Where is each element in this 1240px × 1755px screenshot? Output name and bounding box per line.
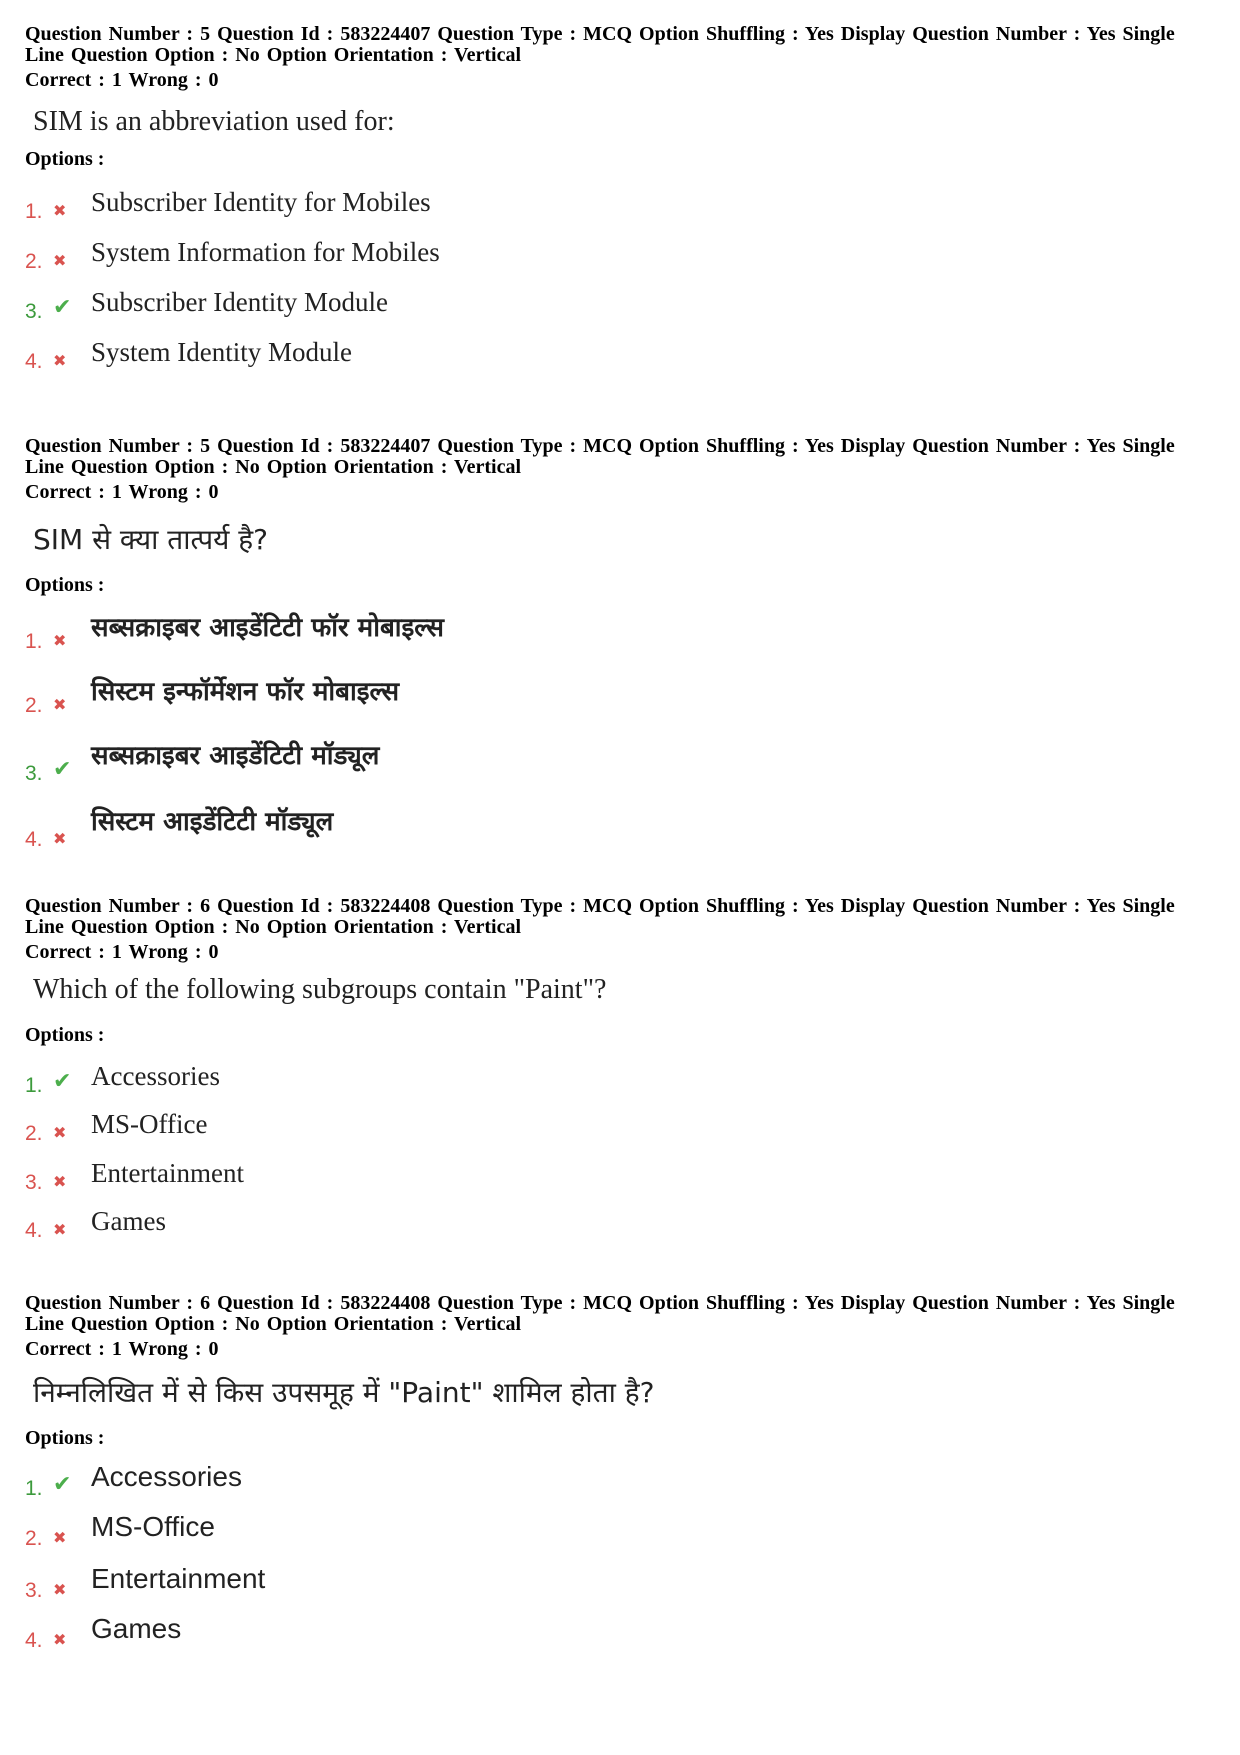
options-label: Options :	[25, 1427, 105, 1449]
option-2	[25, 1106, 925, 1146]
wrong-icon: ✖	[53, 351, 67, 370]
option-2	[25, 678, 925, 718]
option-number: 3.	[25, 300, 43, 323]
options-label: Options :	[25, 1024, 105, 1046]
option-4	[25, 807, 925, 852]
wrong-icon: ✖	[53, 1630, 67, 1649]
question-block-3	[25, 895, 1220, 1242]
option-1	[25, 1058, 925, 1098]
wrong-icon: ✖	[53, 1528, 67, 1547]
wrong-icon: ✖	[53, 1172, 67, 1191]
check-icon: ✔	[53, 1472, 72, 1497]
option-number: 4.	[25, 828, 43, 851]
question-meta-line-2: Line Question Option : No Option Orientation : Vertical	[25, 44, 522, 66]
question-text: SIM से क्या तात्पर्य है?	[33, 523, 268, 556]
question-meta-line-2: Line Question Option : No Option Orientation : Vertical	[25, 1313, 522, 1335]
option-4	[25, 1203, 925, 1243]
option-text: Accessories	[91, 1061, 220, 1091]
option-number: 2.	[25, 1122, 43, 1145]
question-meta-line-1: Question Number : 5 Question Id : 583224407 Question Type : MCQ Option Shuffling : Yes Display Question Number : Yes Single	[25, 23, 1175, 45]
question-marks: Correct : 1 Wrong : 0	[25, 1338, 219, 1360]
option-number: 3.	[25, 762, 43, 785]
option-number: 3.	[25, 1171, 43, 1194]
option-number: 1.	[25, 200, 43, 223]
wrong-icon: ✖	[53, 201, 67, 220]
wrong-icon: ✖	[53, 695, 67, 714]
options-label: Options :	[25, 148, 105, 170]
check-icon: ✔	[53, 757, 72, 782]
option-3	[25, 284, 925, 324]
option-number: 1.	[25, 630, 43, 653]
question-meta-line-2: Line Question Option : No Option Orientation : Vertical	[25, 456, 522, 478]
question-marks: Correct : 1 Wrong : 0	[25, 481, 219, 503]
option-number: 4.	[25, 350, 43, 373]
option-text: Entertainment	[91, 1158, 244, 1188]
option-text: MS-Office	[91, 1109, 208, 1139]
wrong-icon: ✖	[53, 829, 67, 848]
option-1	[25, 1461, 925, 1501]
wrong-icon: ✖	[53, 631, 67, 650]
option-number: 2.	[25, 694, 43, 717]
question-block-4	[25, 1292, 1220, 1652]
wrong-icon: ✖	[53, 1580, 67, 1599]
question-block-1	[25, 23, 1220, 373]
question-marks: Correct : 1 Wrong : 0	[25, 69, 219, 91]
option-number: 1.	[25, 1477, 43, 1500]
wrong-icon: ✖	[53, 1123, 67, 1142]
option-text: Subscriber Identity Module	[91, 287, 388, 317]
option-text: सिस्टम आइडेंटिटी मॉड्यूल	[91, 807, 334, 837]
question-text: Which of the following subgroups contain "Paint"?	[33, 974, 607, 1005]
question-text: SIM is an abbreviation used for:	[33, 106, 395, 137]
option-2	[25, 1511, 925, 1551]
question-block-2	[25, 435, 1220, 851]
option-number: 2.	[25, 1527, 43, 1550]
question-meta-line-2: Line Question Option : No Option Orientation : Vertical	[25, 916, 522, 938]
option-text: Subscriber Identity for Mobiles	[91, 187, 431, 217]
option-text: सब्सक्राइबर आइडेंटिटी मॉड्यूल	[91, 741, 380, 771]
question-text: निम्नलिखित में से किस उपसमूह में "Paint" शामिल होता है?	[33, 1376, 655, 1409]
question-meta-line-1: Question Number : 5 Question Id : 583224407 Question Type : MCQ Option Shuffling : Yes Display Question Number : Yes Single	[25, 435, 1175, 457]
option-text: MS-Office	[91, 1511, 215, 1542]
option-number: 4.	[25, 1219, 43, 1242]
option-text: System Identity Module	[91, 337, 352, 367]
wrong-icon: ✖	[53, 1220, 67, 1239]
question-marks: Correct : 1 Wrong : 0	[25, 941, 219, 963]
options-label: Options :	[25, 574, 105, 596]
option-1	[25, 614, 925, 654]
option-4	[25, 334, 925, 374]
option-1	[25, 184, 925, 224]
option-text: सिस्टम इन्फॉर्मेशन फॉर मोबाइल्स	[91, 677, 400, 707]
option-2	[25, 234, 925, 274]
wrong-icon: ✖	[53, 251, 67, 270]
option-text: Entertainment	[91, 1563, 266, 1594]
option-text: Games	[91, 1613, 182, 1644]
option-text: Accessories	[91, 1461, 242, 1492]
option-number: 1.	[25, 1074, 43, 1097]
option-number: 2.	[25, 250, 43, 273]
option-3	[25, 741, 925, 786]
option-number: 3.	[25, 1579, 43, 1602]
option-text: सब्सक्राइबर आइडेंटिटी फॉर मोबाइल्स	[91, 613, 444, 643]
option-text: System Information for Mobiles	[91, 237, 440, 267]
option-4	[25, 1613, 925, 1653]
check-icon: ✔	[53, 295, 72, 320]
option-text: Games	[91, 1206, 166, 1236]
question-meta-line-1: Question Number : 6 Question Id : 583224408 Question Type : MCQ Option Shuffling : Yes Display Question Number : Yes Single	[25, 1292, 1175, 1314]
check-icon: ✔	[53, 1069, 72, 1094]
option-number: 4.	[25, 1629, 43, 1652]
option-3	[25, 1563, 925, 1603]
option-3	[25, 1155, 925, 1195]
question-meta-line-1: Question Number : 6 Question Id : 583224408 Question Type : MCQ Option Shuffling : Yes Display Question Number : Yes Single	[25, 895, 1175, 917]
